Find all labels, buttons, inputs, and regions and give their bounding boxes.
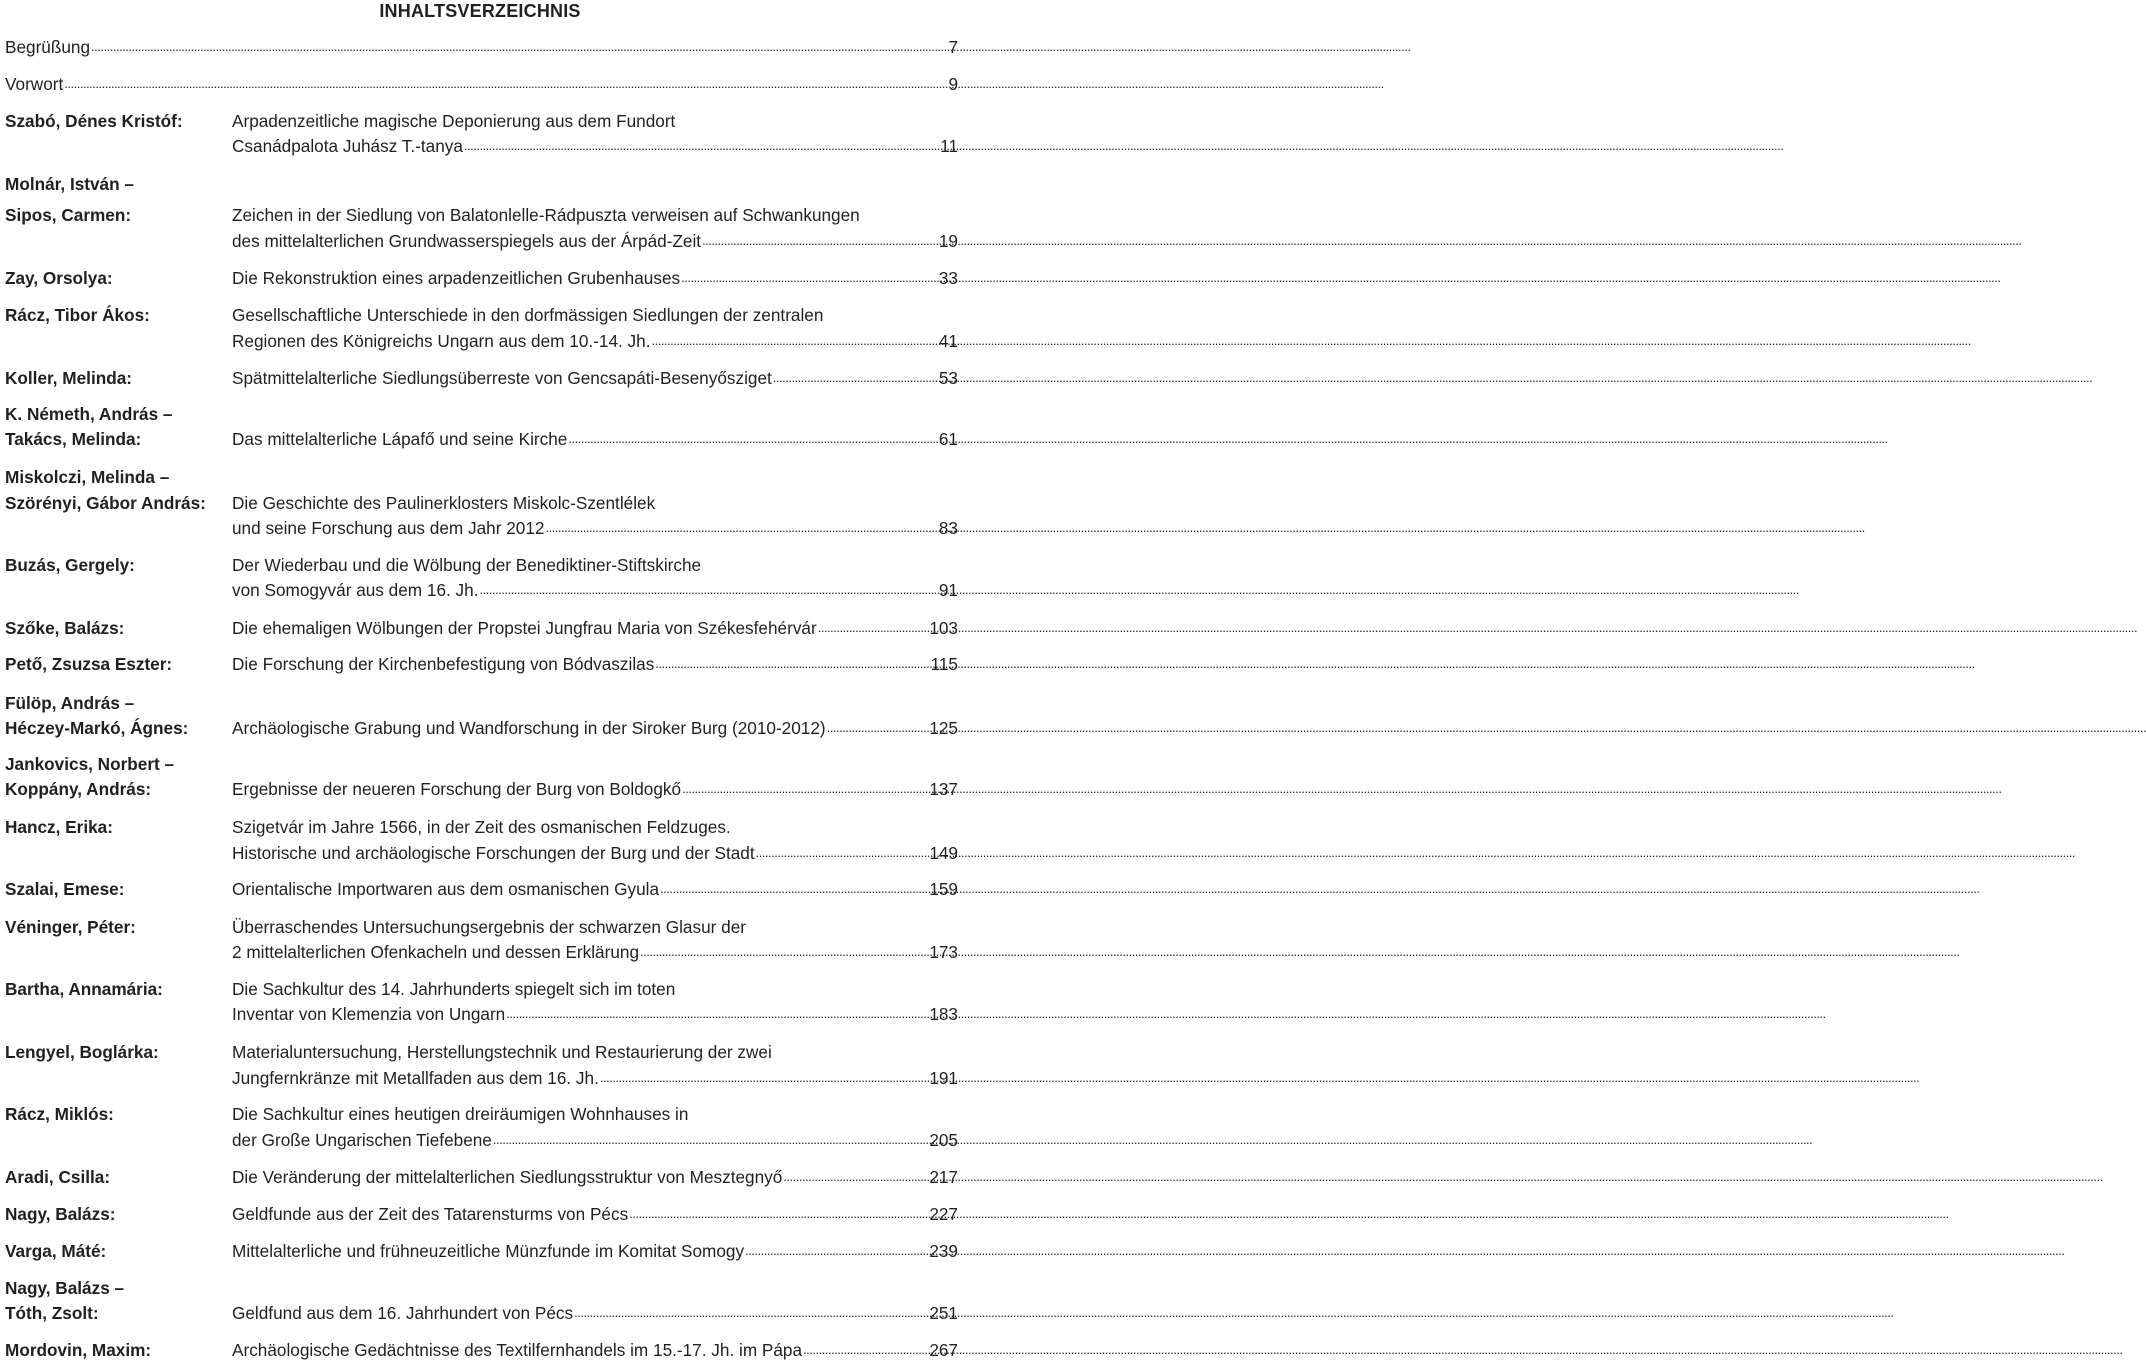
entry-author: Mordovin, Maxim: [5, 1340, 152, 1360]
entry-title: Die Geschichte des Paulinerklosters Miskolc-Szentlélek [232, 493, 656, 513]
entry-title: Archäologische Gedächtnisse des Textilfernhandels im 15.-17. Jh. im Pápa [232, 1340, 803, 1360]
entry-author: Molnár, István – [5, 174, 134, 194]
entry-author: Tóth, Zsolt: [5, 1303, 99, 1323]
entry-author: Takács, Melinda: [5, 429, 142, 449]
entry-title: Ergebnisse der neueren Forschung der Burg von Boldogkő [232, 779, 682, 799]
toc-entry-continuation [0, 202, 960, 228]
leader-dots [681, 776, 929, 802]
toc-entry [0, 976, 960, 1002]
leader-dots [654, 651, 930, 677]
entry-title: Die Rekonstruktion eines arpadenzeitlichen Grubenhauses [232, 268, 681, 288]
entry-title: Materialuntersuchung, Herstellungstechnik und Restaurierung der zwei [232, 1042, 772, 1062]
entry-title: Gesellschaftliche Unterschiede in den dorfmässigen Siedlungen der zentralen [232, 305, 824, 325]
toc-entry [0, 751, 960, 777]
leader-dots [492, 1127, 929, 1153]
page-number: 33 [938, 268, 958, 288]
entry-author: Szörényi, Gábor András: [5, 493, 206, 513]
toc-entry-continuation [0, 715, 960, 741]
page-number: 7 [948, 37, 958, 57]
entry-author: Szabó, Dénes Kristóf: [5, 111, 183, 131]
entry-author: Aradi, Csilla: [5, 1167, 111, 1187]
entry-title: und seine Forschung aus dem Jahr 2012 [232, 518, 545, 538]
toc-entry-continuation [0, 515, 960, 541]
entry-title: Jungfernkränze mit Metallfaden aus dem 16. Jh. [232, 1068, 599, 1088]
toc-entry [0, 265, 960, 291]
toc-entry-continuation [0, 939, 960, 965]
entry-title: Die Forschung der Kirchenbefestigung von Bódvaszilas [232, 654, 655, 674]
entry-title: von Somogyvár aus dem 16. Jh. [232, 580, 479, 600]
entry-author: Nagy, Balázs – [5, 1278, 125, 1298]
leader-dots [680, 265, 939, 291]
entry-title: Der Wiederbau und die Wölbung der Benediktiner-Stiftskirche [232, 555, 702, 575]
page-number: 9 [948, 74, 958, 94]
page-number: 239 [929, 1241, 958, 1261]
page-number: 149 [929, 843, 958, 863]
page-number: 19 [938, 231, 958, 251]
entry-author: Hancz, Erika: [5, 817, 113, 837]
leader-dots [782, 1164, 929, 1190]
entry-title: Geldfund aus dem 16. Jahrhundert von Pécs [232, 1303, 574, 1323]
entry-author: Bartha, Annamária: [5, 979, 163, 999]
toc-entry [0, 914, 960, 940]
entry-title: Vorwort [5, 74, 64, 94]
toc-entry-continuation [0, 228, 960, 254]
entry-title: Historische und archäologische Forschungen der Burg und der Stadt [232, 843, 755, 863]
toc-entry [0, 365, 960, 391]
entry-title: des mittelalterlichen Grundwasserspiegels aus der Árpád-Zeit [232, 231, 702, 251]
entry-author: Koller, Melinda: [5, 368, 133, 388]
page-number: 103 [929, 618, 958, 638]
entry-title: Die Veränderung der mittelalterlichen Siedlungsstruktur von Mesztegnyő [232, 1167, 783, 1187]
toc-entry [0, 302, 960, 328]
toc-entry [0, 1039, 960, 1065]
entry-title: Arpadenzeitliche magische Deponierung aus dem Fundort [232, 111, 676, 131]
entry-author: Buzás, Gergely: [5, 555, 135, 575]
toc-entry [0, 171, 960, 197]
entry-title: Inventar von Klemenzia von Ungarn [232, 1004, 506, 1024]
entry-title: Das mittelalterliche Lápafő und seine Kirche [232, 429, 568, 449]
toc-entry-continuation [0, 840, 960, 866]
entry-author: Varga, Máté: [5, 1241, 107, 1261]
entry-title: Überraschendes Untersuchungsergebnis der schwarzen Glasur der [232, 917, 746, 937]
leader-dots [544, 515, 938, 541]
leader-dots [63, 71, 948, 97]
toc-entry [0, 876, 960, 902]
toc-entry-continuation [0, 490, 960, 516]
leader-dots [90, 34, 948, 60]
page-number: 53 [938, 368, 958, 388]
entry-title: Mittelalterliche und frühneuzeitliche Münzfunde im Komitat Somogy [232, 1241, 745, 1261]
toc-entry [0, 1337, 960, 1363]
page-number: 83 [938, 518, 958, 538]
toc-entry [0, 71, 960, 97]
leader-dots [573, 1300, 929, 1326]
toc-entry [0, 1238, 960, 1264]
toc-entry [0, 1201, 960, 1227]
leader-dots [567, 426, 939, 452]
leader-dots [826, 715, 930, 741]
page-number: 41 [938, 331, 958, 351]
page-number: 251 [929, 1303, 958, 1323]
toc-entry [0, 651, 960, 677]
page-number: 173 [929, 942, 958, 962]
entry-title: Die Sachkultur eines heutigen dreiräumigen Wohnhauses in [232, 1104, 689, 1124]
leader-dots [744, 1238, 929, 1264]
toc-entry [0, 464, 960, 490]
page-number: 115 [930, 654, 958, 674]
toc-entry [0, 1164, 960, 1190]
entry-title: Spätmittelalterliche Siedlungsüberreste von Gencsapáti-Besenyősziget [232, 368, 772, 388]
leader-dots [650, 328, 938, 354]
entry-title: Orientalische Importwaren aus dem osmanischen Gyula [232, 879, 660, 899]
entry-author: Véninger, Péter: [5, 917, 136, 937]
toc-entry-continuation [0, 133, 960, 159]
entry-title: Zeichen in der Siedlung von Balatonlelle-Rádpuszta verweisen auf Schwankungen [232, 205, 860, 225]
leader-dots [478, 577, 938, 603]
toc-entry-continuation [0, 577, 960, 603]
toc-entry [0, 1275, 960, 1301]
entry-title: Regionen des Königreichs Ungarn aus dem 10.-14. Jh. [232, 331, 651, 351]
toc-entry [0, 1101, 960, 1127]
leader-dots [639, 939, 929, 965]
leader-dots [701, 228, 939, 254]
toc-entry [0, 690, 960, 716]
page-number: 191 [929, 1068, 958, 1088]
entry-author: Jankovics, Norbert – [5, 754, 175, 774]
toc-entry-continuation [0, 776, 960, 802]
page-number: 61 [938, 429, 958, 449]
entry-author: Szalai, Emese: [5, 879, 125, 899]
page-number: 227 [929, 1204, 958, 1224]
page-number: 159 [929, 879, 958, 899]
entry-author: Zay, Orsolya: [5, 268, 113, 288]
toc-entry-continuation [0, 1001, 960, 1027]
toc-title: INHALTSVERZEICHNIS [379, 1, 581, 21]
entry-title: Die Sachkultur des 14. Jahrhunderts spiegelt sich im toten [232, 979, 676, 999]
entry-title: Die ehemaligen Wölbungen der Propstei Jungfrau Maria von Székesfehérvár [232, 618, 817, 638]
toc-entry [0, 552, 960, 578]
leader-dots [505, 1001, 929, 1027]
leader-dots [755, 840, 930, 866]
page-number: 125 [929, 718, 958, 738]
toc-entry [0, 34, 960, 60]
page-number: 183 [929, 1004, 958, 1024]
toc-entry-continuation [0, 1300, 960, 1326]
leader-dots [817, 615, 930, 641]
entry-author: Lengyel, Boglárka: [5, 1042, 159, 1062]
leader-dots [659, 876, 929, 902]
entry-author: Pető, Zsuzsa Eszter: [5, 654, 173, 674]
entry-title: 2 mittelalterlichen Ofenkacheln und dessen Erklärung [232, 942, 640, 962]
entry-author: Nagy, Balázs: [5, 1204, 116, 1224]
toc-entry-continuation [0, 1127, 960, 1153]
entry-author: Fülöp, András – [5, 693, 135, 713]
entry-title: Begrüßung [5, 37, 91, 57]
leader-dots [628, 1201, 929, 1227]
toc-entry [0, 108, 960, 134]
entry-author: Miskolczi, Melinda – [5, 467, 170, 487]
entry-author: Szőke, Balázs: [5, 618, 125, 638]
leader-dots [802, 1337, 929, 1363]
page-number: 205 [929, 1130, 958, 1150]
entry-author: Héczey-Markó, Ágnes: [5, 718, 189, 738]
entry-title: Szigetvár im Jahre 1566, in der Zeit des osmanischen Feldzuges. [232, 817, 731, 837]
leader-dots [599, 1065, 929, 1091]
toc-entry [0, 615, 960, 641]
toc-entry [0, 814, 960, 840]
entry-author: Rácz, Tibor Ákos: [5, 305, 150, 325]
toc-entry-continuation [0, 1065, 960, 1091]
leader-dots [772, 365, 939, 391]
page-number: 267 [929, 1340, 958, 1360]
page-number: 11 [940, 136, 958, 156]
entry-title: der Große Ungarischen Tiefebene [232, 1130, 492, 1150]
entry-title: Csanádpalota Juhász T.-tanya [232, 136, 463, 156]
page-number: 217 [929, 1167, 958, 1187]
page-number: 91 [938, 580, 958, 600]
entry-author: Rácz, Miklós: [5, 1104, 114, 1124]
leader-dots [463, 133, 940, 159]
toc-entry-continuation [0, 328, 960, 354]
toc-entry-continuation [0, 426, 960, 452]
entry-author: Sipos, Carmen: [5, 205, 132, 225]
toc-entry [0, 401, 960, 427]
page-number: 137 [929, 779, 958, 799]
entry-author: K. Németh, András – [5, 404, 173, 424]
entry-title: Geldfunde aus der Zeit des Tatarensturms von Pécs [232, 1204, 629, 1224]
entry-author: Koppány, András: [5, 779, 152, 799]
entry-title: Archäologische Grabung und Wandforschung in der Siroker Burg (2010-2012) [232, 718, 826, 738]
